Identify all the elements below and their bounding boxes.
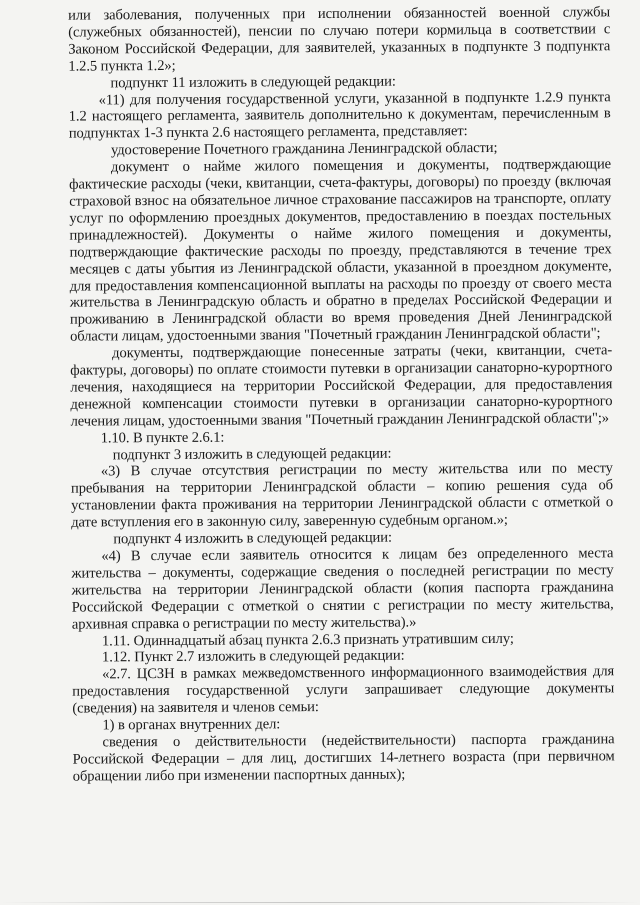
paragraph-1: или заболевания, полученных при исполнении обязанностей военной службы (служебных обязанностей), пенсии по случаю потери кормильца в соответствии с Законом Российской Федерации, для заявителей, указанных в подпункте 3 подпункта 1.2.5 пункта 1.2»; [68, 4, 611, 75]
paragraph-3: «11) для получения государственной услуги, указанной в подпункте 1.2.9 пункта 1.2 настоящего регламента, заявитель дополнительно к документам, перечисленным в подпунктах 1-3 пункта 2.6 настоящего регламента, представляет: [68, 88, 611, 142]
paragraph-5: документ о найме жилого помещения и документы, подтверждающие фактические расходы (чеки, квитанции, счета-фактуры, договоры) по проезду (включая страховой взнос на обязательное личное страхование пассажиров на транспорте, оплату услуг по оформлению проездных документов, предоставлению в поездах постельных принадлежностей). Документы о найме жилого помещения и документы, подтверждающие фактические расходы по проезду, представляются в течение трех месяцев с даты убытия из Ленинградской области, указанной в проездном документе, для предоставления компенсационной выплаты на расходы по проезду от своего места жительства в Ленинградскую область и обратно в пределах Российской Федерации и проживанию в Ленинградской области во время проведения Дней Ленинградской области лицам, удостоенными звания "Почетный гражданин Ленинградской области"; [69, 156, 612, 345]
paragraph-11: «4) В случае если заявитель относится к лицам без определенного места жительства – документы, содержащие сведения о последней регистрации по месту жительства на территории Ленинградской области (копия паспорта гражданина Российской Федерации с отметкой о снятии с регистрации по месту жительства, архивная справка о регистрации по месту жительства).» [71, 545, 614, 633]
scan-edge-line [0, 902, 640, 903]
paragraph-7: 1.10. В пункте 2.6.1: [100, 429, 225, 447]
paragraph-4: удостоверение Почетного гражданина Ленинградской области; [110, 140, 498, 159]
paragraph-6: документы, подтверждающие понесенные затраты (чеки, квитанции, счета-фактуры, договоры) по оплате стоимости путевки в организации санаторно-курортного лечения, находящиеся на территории Российской Федерации, для предоставления денежной компенсации стоимости путевки в организации санаторно-курортного лечения лицам, удостоенными звания "Почетный гражданин Ленинградской области";» [70, 342, 613, 430]
paragraph-15: 1) в органах внутренних дел: [102, 716, 281, 734]
paragraph-9: «3) В случае отсутствия регистрации по месту жительства или по месту пребывания на территории Ленинградской области – копию решения суда об установлении факта проживания на территории Ленинградской области с отметкой о дате вступления его в законную силу, заверенную судебным органом.»; [70, 460, 614, 531]
paragraph-16: сведения о действительности (недействительности) паспорта гражданина Российской Федерации – для лиц, достигших 14-летнего возраста (при первичном обращении либо при изменении паспортных данных); [72, 731, 615, 785]
paragraph-10: подпункт 4 изложить в следующей редакции: [113, 529, 392, 548]
paragraph-2: подпункт 11 изложить в следующей редакции: [110, 73, 396, 91]
paragraph-12: 1.11. Одиннадцатый абзац пункта 2.6.3 признать утратившим силу; [101, 630, 514, 649]
paragraph-14: «2.7. ЦСЗН в рамках межведомственного информационного взаимодействия для предоставления государственной услуги запрашивает следующие документы (сведения) на заявителя и членов семьи: [72, 663, 615, 717]
paragraph-13: 1.12. Пункт 2.7 изложить в следующей редакции: [101, 647, 405, 666]
paragraph-8: подпункт 3 изложить в следующей редакции: [112, 445, 392, 463]
